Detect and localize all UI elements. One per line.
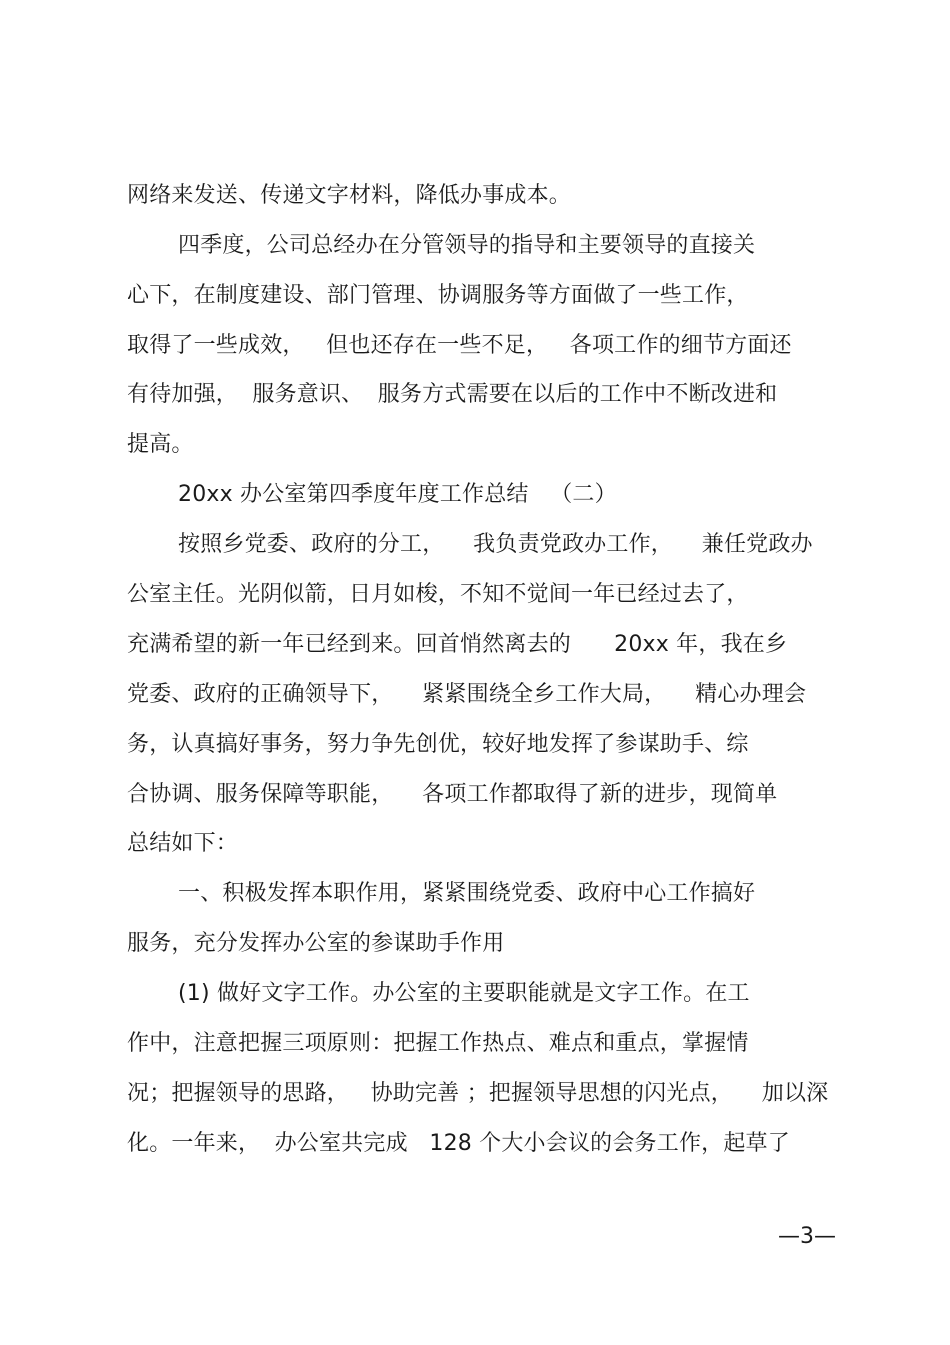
text-line: 网络来发送、传递文字材料，降低办事成本。: [127, 183, 572, 208]
text-line: 公室主任。光阴似箭，日月如梭，不知不觉间一年已经过去了，: [127, 582, 749, 607]
text-line: 服务，充分发挥办公室的参谋助手作用: [127, 931, 505, 956]
text-line: 作中，注意把握三项原则：把握工作热点、难点和重点，掌握情: [127, 1031, 749, 1056]
text-line: 取得了一些成效， 但也还存在一些不足， 各项工作的细节方面还: [127, 333, 792, 358]
text-line: 心下，在制度建设、部门管理、协调服务等方面做了一些工作，: [127, 283, 749, 308]
text-line: 一、积极发挥本职作用，紧紧围绕党委、政府中心工作搞好: [178, 881, 756, 906]
text-line: 总结如下：: [127, 831, 239, 856]
text-line: (1) 做好文字工作。办公室的主要职能就是文字工作。在工: [178, 981, 750, 1006]
text-line: 务，认真搞好事务，努力争先创优，较好地发挥了参谋助手、综: [127, 732, 749, 757]
text-line: 合协调、服务保障等职能， 各项工作都取得了新的进步，现简单: [127, 782, 778, 807]
text-line: 况；把握领导的思路， 协助完善 ；把握领导思想的闪光点， 加以深: [127, 1081, 829, 1106]
text-line: 党委、政府的正确领导下， 紧紧围绕全乡工作大局， 精心办理会: [127, 682, 807, 707]
page-number: —3—: [778, 1224, 836, 1249]
section-heading: 20xx 办公室第四季度年度工作总结 （二）: [178, 482, 617, 507]
text-line: 按照乡党委、政府的分工， 我负责党政办工作， 兼任党政办: [178, 532, 813, 557]
text-line: 化。一年来， 办公室共完成 128 个大小会议的会务工作，起草了: [127, 1131, 790, 1156]
text-line: 四季度，公司总经办在分管领导的指导和主要领导的直接关: [178, 233, 756, 258]
text-line: 充满希望的新一年已经到来。回首悄然离去的 20xx 年，我在乡: [127, 632, 788, 657]
text-line: 有待加强， 服务意识、 服务方式需要在以后的工作中不断改进和: [127, 382, 778, 407]
text-line: 提高。: [127, 432, 194, 457]
